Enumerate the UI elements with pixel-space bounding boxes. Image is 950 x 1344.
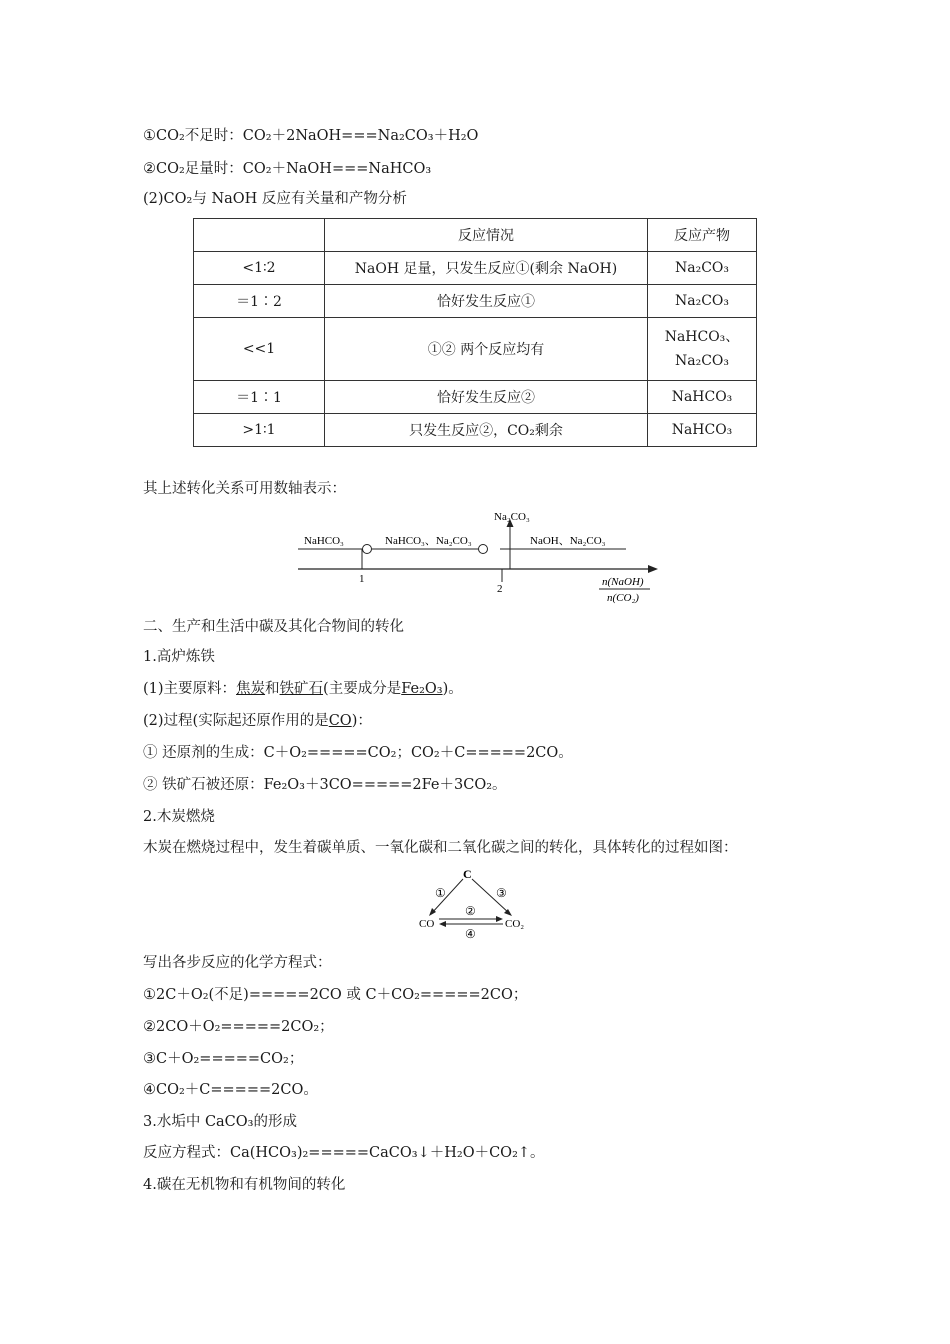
table-row <box>194 285 757 318</box>
text-part: (2)过程(实际起还原作用的是 <box>143 713 329 729</box>
axis-ratio-numerator: n(NaOH) <box>602 576 644 588</box>
step-label-3: ③ <box>496 886 507 900</box>
underlined-coke: 焦炭 <box>236 681 266 697</box>
axis-tick-label-2: 2 <box>497 583 503 595</box>
text-reducer-generation: ① 还原剂的生成：C＋O₂=====CO₂；CO₂＋C=====2CO。 <box>143 745 573 761</box>
table-cell: >1∶1 <box>194 414 325 447</box>
open-circle-2 <box>479 545 488 554</box>
table-cell: ＝1∶2 <box>194 285 325 318</box>
equation-4: ④CO₂＋C=====2CO。 <box>143 1082 318 1098</box>
table-row <box>194 318 757 381</box>
text-part: )。 <box>442 681 463 697</box>
table-cell: <<1 <box>194 318 325 381</box>
number-axis-diagram <box>290 505 660 607</box>
step-label-2: ② <box>465 904 476 918</box>
text-axis-intro: 其上述转化关系可用数轴表示： <box>143 481 346 497</box>
table-header-cell: 反应产物 <box>648 219 757 252</box>
arrowhead <box>496 916 503 922</box>
node-co2: CO₂ <box>505 918 525 930</box>
step-label-1: ① <box>435 886 446 900</box>
underlined-co: CO <box>328 713 352 729</box>
node-co: CO <box>419 918 435 930</box>
table-cell: NaOH 足量，只发生反应①(剩余 NaOH) <box>325 252 648 285</box>
table-cell: NaHCO₃、Na₂CO₃ <box>648 318 757 381</box>
equation-3: ③C＋O₂=====CO₂； <box>143 1051 304 1067</box>
table-cell: NaHCO₃ <box>648 381 757 414</box>
subheading-charcoal: 2.木炭燃烧 <box>143 809 215 825</box>
text-table-caption: (2)CO₂与 NaOH 反应有关量和产物分析 <box>143 191 407 207</box>
subheading-blast-furnace: 1.高炉炼铁 <box>143 649 215 665</box>
equation-1: ①2C＋O₂(不足)=====2CO 或 C＋CO₂=====2CO； <box>143 987 528 1003</box>
arrowhead <box>439 921 446 927</box>
axis-label-middle: NaHCO₃、Na₂CO₃ <box>385 535 472 547</box>
table-cell: Na₂CO₃ <box>648 252 757 285</box>
node-c: C <box>463 867 472 881</box>
text-part: (1)主要原料： <box>143 681 237 697</box>
axis-label-left: NaHCO₃ <box>304 535 344 547</box>
text-scale-equation: 反应方程式：Ca(HCO₃)₂=====CaCO₃↓＋H₂O＋CO₂↑。 <box>143 1145 545 1161</box>
table-cell: ＝1∶1 <box>194 381 325 414</box>
text-process <box>143 711 372 731</box>
step-label-4: ④ <box>465 927 476 941</box>
axis-label-top: Na₂CO₃ <box>494 511 530 523</box>
axis-ratio-denominator: n(CO₂) <box>607 592 639 604</box>
subheading-carbon-conversion: 4.碳在无机物和有机物间的转化 <box>143 1177 346 1193</box>
table-header-cell: 反应情况 <box>325 219 648 252</box>
open-circle-1 <box>363 545 372 554</box>
text-co2-insufficient: ①CO₂不足时：CO₂＋2NaOH===Na₂CO₃＋H₂O <box>143 128 479 144</box>
underlined-fe2o3: Fe₂O₃ <box>401 681 443 697</box>
text-write-equations: 写出各步反应的化学方程式： <box>143 955 332 971</box>
carbon-triangle-diagram <box>415 864 540 942</box>
underlined-iron-ore: 铁矿石 <box>279 681 324 697</box>
table-cell: ①② 两个反应均有 <box>325 318 648 381</box>
axis-tick-label-1: 1 <box>359 573 365 585</box>
table-row <box>194 252 757 285</box>
axis-arrowhead <box>648 565 658 573</box>
text-raw-materials <box>143 679 463 699</box>
table-row <box>194 414 757 447</box>
section-heading: 二、生产和生活中碳及其化合物间的转化 <box>143 619 404 635</box>
table-cell: NaHCO₃ <box>648 414 757 447</box>
text-ore-reduction: ② 铁矿石被还原：Fe₂O₃＋3CO=====2Fe＋3CO₂。 <box>143 777 507 793</box>
table-header-row <box>194 219 757 252</box>
subheading-scale: 3.水垢中 CaCO₃的形成 <box>143 1114 297 1130</box>
table-cell: <1∶2 <box>194 252 325 285</box>
table-cell: Na₂CO₃ <box>648 285 757 318</box>
text-charcoal-desc: 木炭在燃烧过程中，发生着碳单质、一氧化碳和二氧化碳之间的转化，具体转化的过程如图： <box>143 840 738 856</box>
text-part: )： <box>351 713 372 729</box>
reaction-table <box>193 218 757 447</box>
text-co2-sufficient: ②CO₂足量时：CO₂＋NaOH===NaHCO₃ <box>143 161 432 177</box>
table-cell: 只发生反应②，CO₂剩余 <box>325 414 648 447</box>
table-cell: 恰好发生反应② <box>325 381 648 414</box>
text-part: 和 <box>265 681 280 697</box>
table-cell: 恰好发生反应① <box>325 285 648 318</box>
table-row <box>194 381 757 414</box>
axis-label-right: NaOH、Na₂CO₃ <box>530 535 606 547</box>
equation-2: ②2CO＋O₂=====2CO₂； <box>143 1019 334 1035</box>
table-header-cell <box>194 219 325 252</box>
text-part: (主要成分是 <box>323 681 402 697</box>
